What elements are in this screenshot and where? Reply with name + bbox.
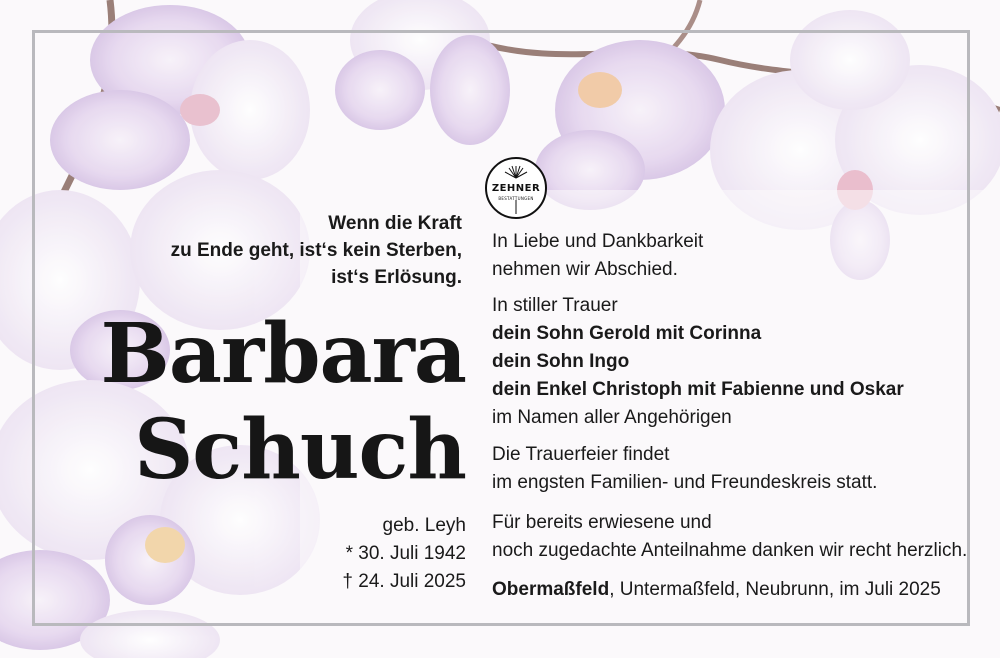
- mourner-name: dein Sohn Gerold mit Corinna: [492, 323, 762, 344]
- place-date-line: [492, 576, 941, 604]
- mourners-outro: im Namen aller Angehörigen: [492, 407, 732, 428]
- deceased-dates: [342, 512, 466, 596]
- deceased-first-name: Barbara: [100, 306, 466, 402]
- memorial-quote: [171, 210, 462, 291]
- farewell-line: In Liebe und Dankbarkeit: [492, 231, 704, 252]
- deceased-last-name: Schuch: [134, 402, 466, 498]
- place-main: Obermaßfeld: [492, 579, 610, 600]
- funeral-line: Die Trauerfeier findet: [492, 444, 670, 465]
- mourner-name: dein Enkel Christoph mit Fabienne und Oskar: [492, 379, 904, 400]
- quote-line: Wenn die Kraft: [328, 213, 462, 234]
- death-date: † 24. Juli 2025: [342, 571, 466, 592]
- thanks-line: noch zugedachte Anteilnahme danken wir recht herzlich.: [492, 540, 968, 561]
- place-rest: , Untermaßfeld, Neubrunn, im Juli 2025: [609, 579, 941, 600]
- logo-subtitle: BESTATTUNGEN: [498, 196, 534, 201]
- quote-line: zu Ende geht, ist‘s kein Sterben,: [170, 240, 462, 261]
- farewell-text: [492, 228, 703, 284]
- farewell-line: nehmen wir Abschied.: [492, 259, 678, 280]
- funeral-line: im engsten Familien- und Freundeskreis statt.: [492, 472, 878, 493]
- thanks-notice: [492, 509, 967, 565]
- mourner-name: dein Sohn Ingo: [492, 351, 630, 372]
- mourners-intro: In stiller Trauer: [492, 295, 618, 316]
- thanks-line: Für bereits erwiesene und: [492, 512, 712, 533]
- maiden-name: geb. Leyh: [382, 515, 466, 536]
- logo-name: ZEHNER: [491, 183, 541, 194]
- funeral-notice: [492, 441, 877, 497]
- birth-date: * 30. Juli 1942: [345, 543, 466, 564]
- quote-line: ist‘s Erlösung.: [331, 267, 462, 288]
- funeral-home-logo: [484, 156, 548, 220]
- mourners-block: [492, 292, 904, 432]
